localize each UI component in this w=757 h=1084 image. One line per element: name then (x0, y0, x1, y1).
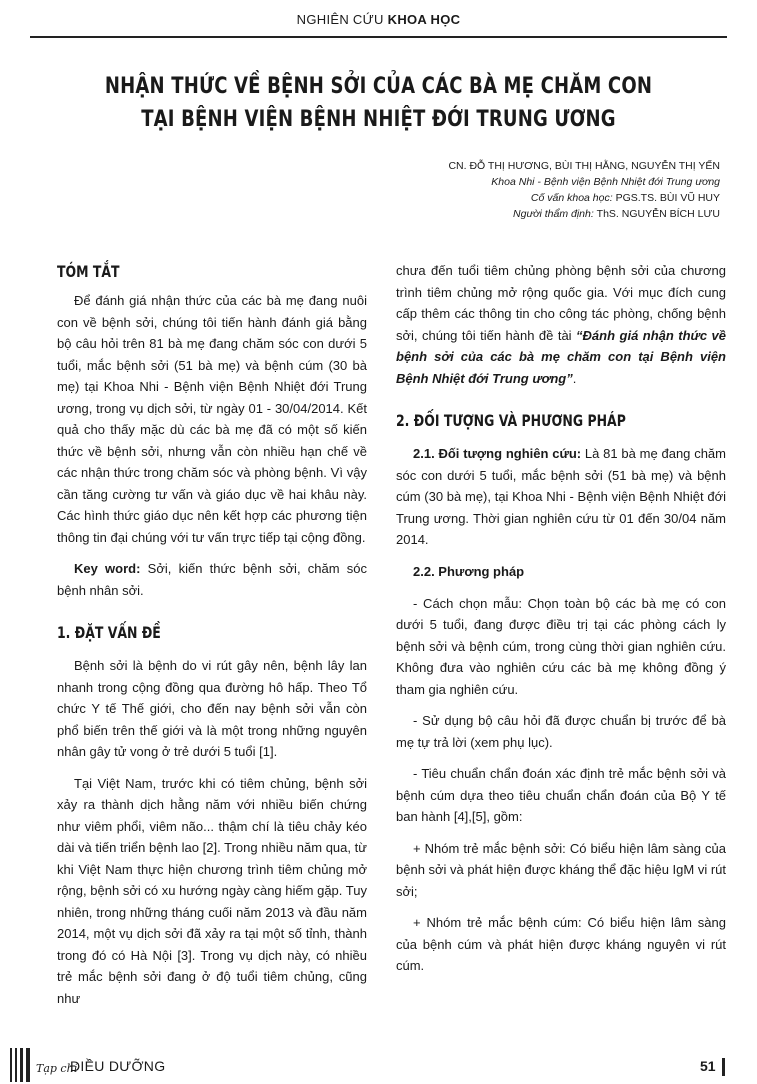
section-1-paragraph-1: Bệnh sởi là bệnh do vi rút gây nên, bệnh lây lan nhanh trong cộng đồng qua đường hô hấp. Theo Tổ chức Y tế Thế giới, cho đến nay bệnh sởi vẫn còn phổ biến trên thế giới và là một trong những nguyên nhân gây tử vong ở trẻ dưới 5 tuổi [1]. (57, 658, 367, 759)
header-label-plain: NGHIÊN CỨU (296, 12, 388, 27)
method-item-2: - Sử dụng bộ câu hỏi đã được chuẩn bị trước để bà mẹ tự trả lời (xem phụ lục). (396, 713, 726, 750)
method-item-3: - Tiêu chuẩn chẩn đoán xác định trẻ mắc bệnh sởi và bệnh cúm dựa theo tiêu chuẩn chẩn đoán của Bộ Y tế ban hành [4],[5], gồm: (396, 766, 726, 824)
section-2-heading: 2. ĐỐI TƯỢNG VÀ PHƯƠNG PHÁP (396, 411, 626, 430)
left-column (57, 260, 367, 1009)
title-line-1: NHẬN THỨC VỀ BỆNH SỞI CỦA CÁC BÀ MẸ CHĂM CON (104, 74, 653, 99)
method-item-1: - Cách chọn mẫu: Chọn toàn bộ các bà mẹ có con dưới 5 tuổi, đang được điều trị tại các phòng cách ly bệnh sởi và bệnh cúm, trong cùng thời gian nghiên cứu. Không đưa vào nghiên cứu các bà mẹ không đồng ý tham gia nghiên cứu. (396, 595, 726, 697)
running-header (0, 0, 757, 44)
author-names: CN. ĐỖ THỊ HƯƠNG, BÙI THỊ HẰNG, NGUYỄN THỊ YẾN (448, 160, 720, 172)
footer-journal-name: ĐIỀU DƯỠNG (70, 1058, 166, 1074)
article-title (101, 70, 656, 136)
title-line-2: TẠI BỆNH VIỆN BỆNH NHIỆT ĐỚI TRUNG ƯƠNG (141, 107, 616, 132)
author-affiliation: Khoa Nhi - Bệnh viện Bệnh Nhiệt đới Trung ương (491, 176, 720, 188)
method-item-5: + Nhóm trẻ mắc bệnh cúm: Có biểu hiện lâm sàng của bệnh cúm và phát hiện được kháng nguyên vi rút cúm. (396, 915, 726, 973)
header-label-bold: KHOA HỌC (387, 12, 461, 27)
author-block (260, 158, 720, 222)
section-1-paragraph-3: chưa đến tuổi tiêm chủng phòng bệnh sởi của chương trình tiêm chủng mở rộng quốc gia. Với mục đích cung cấp thêm các thông tin cho công tác phòng, chống bệnh sởi, chúng tôi tiến hành đề tài “Đánh giá nhận thức về bệnh sởi của các bà mẹ chăm con tại Bệnh viện Bệnh Nhiệt đới Trung ương”. (396, 263, 727, 386)
page-footer (0, 1048, 757, 1084)
author-reviewer: Người thẩm định: ThS. NGUYỄN BÍCH LƯU (513, 208, 720, 220)
footer-magazine-label: Tạp chí (36, 1062, 78, 1075)
author-advisor: Cố vấn khoa học: PGS.TS. BÙI VŨ HUY (530, 192, 720, 204)
section-1-heading: 1. ĐẶT VẤN ĐỀ (57, 623, 161, 642)
header-divider (30, 36, 727, 38)
method-item-4: + Nhóm trẻ mắc bệnh sởi: Có biểu hiện lâm sàng của bệnh sởi và phát hiện được kháng thể đặc hiệu IgM vi rút sởi; (396, 840, 727, 899)
page-number-bar (722, 1058, 725, 1076)
abstract-heading: TÓM TẮT (57, 262, 120, 281)
abstract-paragraph: Để đánh giá nhận thức của các bà mẹ đang nuôi con về bệnh sởi, chúng tôi tiến hành đánh giá bằng bộ câu hỏi trên 81 bà mẹ đang chăm sóc con dưới 5 tuổi, mắc bệnh sởi (51 bà mẹ) và bệnh cúm (30 bà mẹ) tại Khoa Nhi - Bệnh viện Bệnh Nhiệt đới Trung ương, trong vụ dịch sởi, từ ngày 01 - 30/04/2014. Kết quả cho thấy mặc dù các bà mẹ đã có một số kiến thức về bệnh sởi, nhưng vẫn còn nhiều hạn chế về các nhận thức trong chăm sóc và phòng bệnh. Vì vậy cần tăng cường tư vấn và giáo dục về hai khâu này. Các hình thức giáo dục nên kết hợp các phương tiện thông tin đại chúng với tư vấn trực tiếp tại cộng đồng. (57, 293, 367, 545)
subsection-2-1: 2.1. Đối tượng nghiên cứu: Là 81 bà mẹ đang chăm sóc con dưới 5 tuổi, mắc bệnh sởi (51 bà mẹ) và bệnh cúm (30 bà mẹ), tại Khoa Nhi - Bệnh viện Bệnh Nhiệt đới Trung ương. Thời gian nghiên cứu từ 01 đến 30/04 năm 2014. (396, 446, 726, 547)
subsection-2-2-heading: 2.2. Phương pháp (413, 563, 525, 579)
footer-bars-decoration (10, 1048, 32, 1082)
keywords: Key word: Sởi, kiến thức bệnh sởi, chăm sóc bệnh nhân sởi. (57, 561, 367, 598)
page-number: 51 (700, 1058, 716, 1074)
running-header-label (0, 12, 757, 27)
section-1-paragraph-2: Tại Việt Nam, trước khi có tiêm chủng, bệnh sởi xảy ra thành dịch hằng năm với nhiều biến chứng như viêm phổi, viêm não... thậm chí là tiêu chảy kéo dài và tiến triển bệnh lao [2]. Trong nhiều năm qua, từ khi Việt Nam thực hiện chương trình tiêm chủng mở rộng, bệnh sởi có xu hướng ngày càng hiếm gặp. Tuy nhiên, trong những tháng cuối năm 2013 và đầu năm 2014, một vụ dịch sởi đã xảy ra tại một số tỉnh, thành trong đó có Hà Nội [3]. Trong vụ dịch này, có nhiều trẻ mắc bệnh sởi đang ở độ tuổi tiêm chủng, cũng như (57, 775, 367, 1006)
right-column (396, 260, 726, 977)
